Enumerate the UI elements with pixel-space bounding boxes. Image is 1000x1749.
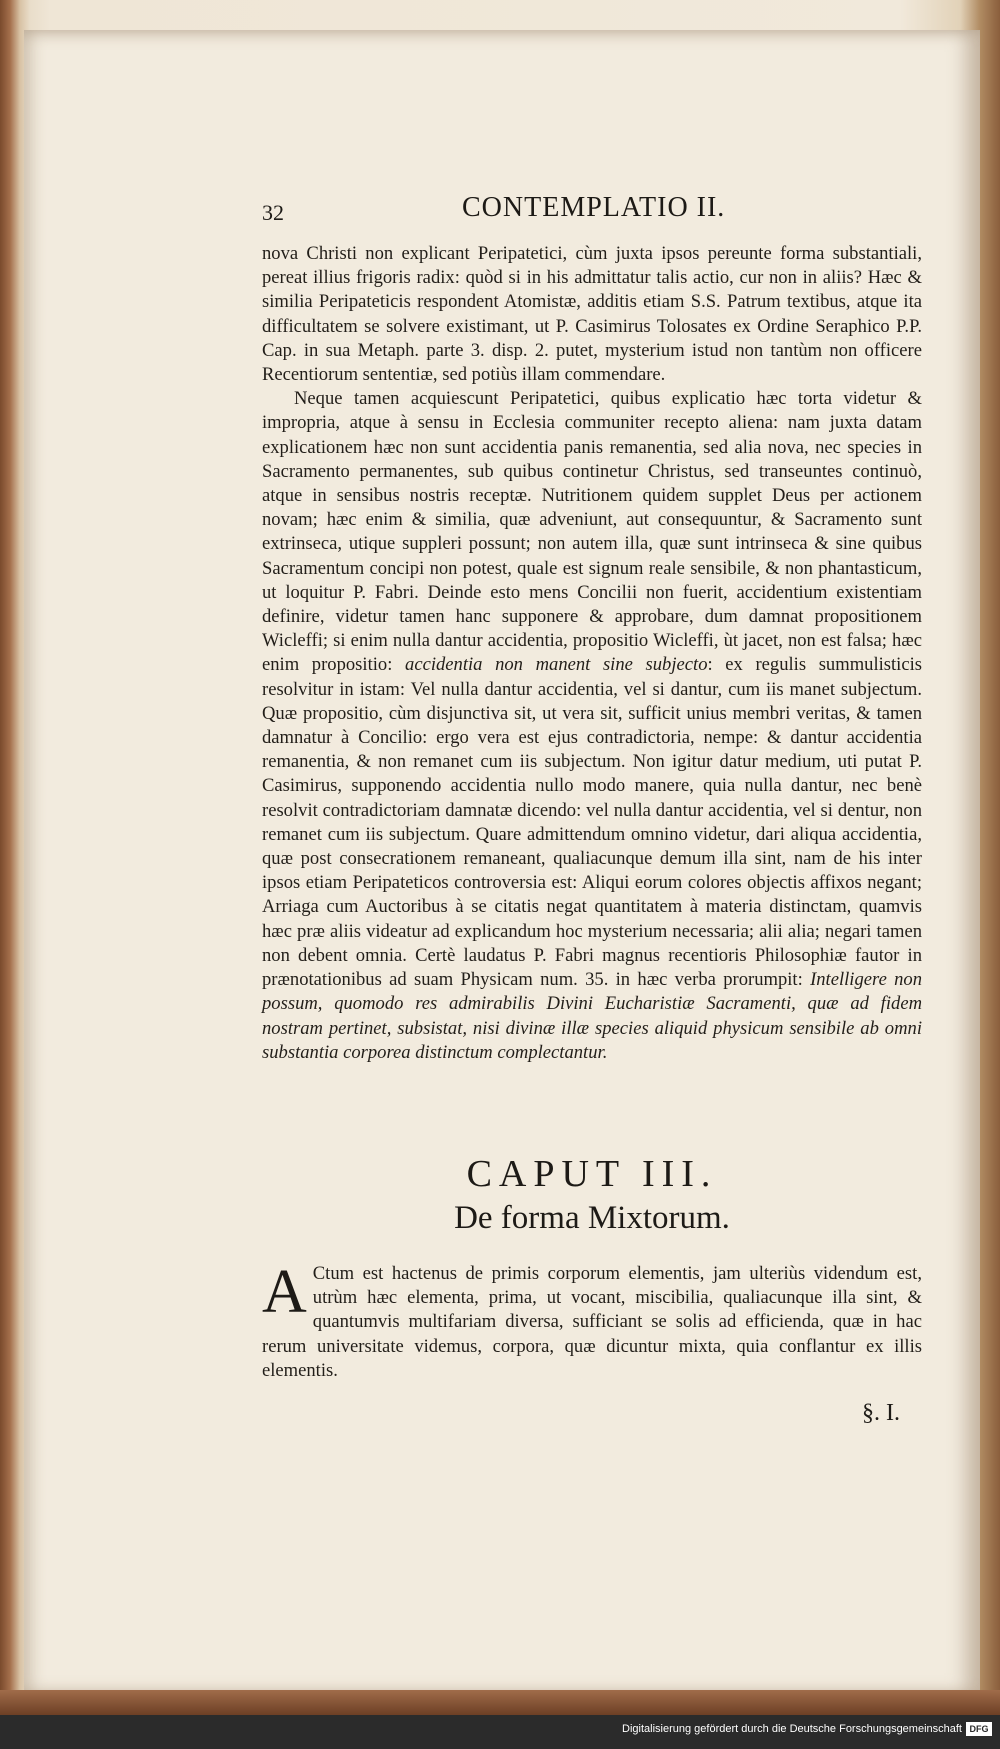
- drop-cap: A: [262, 1258, 307, 1326]
- running-title: CONTEMPLATIO II.: [462, 192, 726, 223]
- page-header: [262, 192, 922, 232]
- footer-bar: [0, 1715, 1000, 1749]
- footer-credit: Digitalisierung gefördert durch die Deutsche Forschungsgemeinschaft: [622, 1723, 962, 1735]
- page-number: 32: [262, 200, 284, 225]
- chapter-title: CAPUT III.: [466, 1153, 718, 1195]
- chapter-intro: [262, 1258, 922, 1383]
- paragraph-2-cont: ex regulis summulisticis resolvitur in istam: Vel nulla dantur accidentia, vel si dantur, cum iis manet subjectum. Quæ propositio, cùm disjunctiva sit, ut vera sit, sufficit unius membri veritas, & tamen damnatur à Concilio: ergo vera est ejus contradictoria, nempe: & dantur accidentia remanentia, & non remanet cum iis subjectum. Non igitur datur medium, uti putat P. Casimirus, supponendo accidentia nullo modo manere, quia nulla dantur, nec benè resolvit contradictoriam damnatæ dicendo: vel nulla dantur accidentia, vel si dentur, non remanet cum iis subjectum. Quare admittendum omnino videtur, dari aliqua accidentia, quæ post consecrationem remaneant, qualiacunque demum illa sint, nam de his inter ipsos etiam Peripateticos controversia est: Aliqui eorum colores objectis affixos negant; Arriaga cum Auctoribus à se citatis negat quantitatem à materia distinctam, quamvis hæc præ aliis videatur ad explicandum hoc mysterium necessaria; alii alia; negari tamen non debent omnia. Certè laudatus P. Fabri magnus recentioris Philosophiæ fautor in prænotationibus ad suam Physicam num. 35. in hæc verba prorumpit:: [262, 654, 923, 991]
- italic-quote-1: accidentia non manent sine subjecto: [405, 654, 708, 676]
- paragraph-1: nova Christi non explicant Peripatetici, cùm juxta ipsos pereunte forma substantiali, pereat illius frigoris radix: quòd si in his admittatur talis actio, cur non in aliis? Hæc & similia Peripateticis respondent Atomistæ, additis etiam S.S. Patrum textibus, atque ita difficultatem se solvere existimant, ut P. Casimirus Tolosates ex Ordine Seraphico P.P. Cap. in sua Metaph. parte 3. disp. 2. putet, mysterium istud non tantùm non officere Recentiorum sententiæ, sed potiùs illam commendare.: [262, 243, 922, 386]
- paragraph-2-text: Neque tamen acquiescunt Peripatetici, quibus explicatio hæc torta videtur & impropria, atque à sensu in Ecclesia communiter recepto aliena: nam juxta datam explicationem hæc non sunt accidentia panis remanentia, sed alia nova, nec species in Sacramento permanentes, sub quibus continetur Christus, sed transeuntes continuò, atque in sensibus nostris receptæ. Nutritionem quidem supplet Deus per actionem novam; hæc enim & similia, quæ adveniunt, aut consequuntur, & Sacramento sunt extrinseca, utique suppleri possunt; non autem illa, quæ sunt intrinseca & sine quibus Sacramentum concipi non potest, quale est signum reale sensibile, & non phantasticum, ut loquitur P. Fabri. Deinde esto mens Concilii non fuerit, accidentium existentiam definire, videtur tamen hanc supponere & approbare, dum damnat propositionem Wicleffi; si enim nulla dantur accidentia, propositio Wicleffi, ùt jacet, non est falsa; hæc enim propositio:: [262, 388, 922, 676]
- chapter-intro-text: Ctum est hactenus de primis corporum elementis, jam ulteriùs videndum est, utrùm hæc elementa, prima, ut vocant, miscibilia, qualiacunque illa sint, & quantumvis multifariam diversa, sufficiant se solis ad efficienda, quæ in hac rerum universitate videmus, corpora, quæ dicuntur mixta, quia conflantur ex illis elementis.: [262, 1263, 922, 1381]
- dfg-logo-icon: DFG: [966, 1722, 992, 1736]
- paragraph-2: Neque tamen acquiescunt Peripatetici, quibus explicatio hæc torta videtur & impropria, atque à sensu in Ecclesia communiter recepto aliena: nam juxta datam explicationem hæc non sunt accidentia panis remanentia, sed alia nova, nec species in Sacramento permanentes, sub quibus continetur Christus, sed transeuntes continuò, atque in sensibus nostris receptæ. Nutritionem quidem supplet Deus per actionem novam; hæc enim & similia, quæ adveniunt, aut consequuntur, & Sacramento sunt extrinseca, utique suppleri possunt; non autem illa, quæ sunt intrinseca & sine quibus Sacramentum concipi non potest, quale est signum reale sensibile, & non phantasticum, ut loquitur P. Fabri. Deinde esto mens Concilii non fuerit, accidentium existentiam definire, videtur tamen hanc supponere & approbare, dum damnat propositionem Wicleffi; si enim nulla dantur accidentia, propositio Wicleffi, ùt jacet, non est falsa; hæc enim propositio: accidentia non manent sine subjecto: ex regulis summulisticis resolvitur in istam: Vel nulla dantur accidentia, vel si dantur, cum iis manet subjectum. Quæ propositio, cùm disjunctiva sit, ut vera sit, sufficit unius membri veritas, & tamen damnatur à Concilio: ergo vera est ejus contradictoria, nempe: & dantur accidentia remanentia, & non remanet cum iis subjectum. Non igitur datur medium, uti putat P. Casimirus, supponendo accidentia nullo modo manere, quia nulla dantur, nec benè resolvit contradictoriam damnatæ dicendo: vel nulla dantur accidentia, vel si dentur, non remanet cum iis subjectum. Quare admittendum omnino videtur, dari aliqua accidentia, quæ post consecrationem remaneant, qualiacunque demum illa sint, nam de his inter ipsos etiam Peripateticos controversia est: Aliqui eorum colores objectis affixos negant; Arriaga cum Auctoribus à se citatis negat quantitatem à materia distinctam, quamvis hæc præ aliis videatur ad explicandum hoc mysterium necessaria; alii alia; negari tamen non debent omnia. Certè laudatus P. Fabri magnus recentioris Philosophiæ fautor in prænotationibus ad suam Physicam num. 35. in hæc verba prorumpit: Intelligere non possum, quomodo res admirabilis Divini Eucharistiæ Sacramenti, quæ ad fidem nostram pertinet, subsistat, nisi divinæ illæ species aliquid physicum sensibile ab omni substantia corporea distinctum complectantur.: [262, 388, 923, 1063]
- italic-quote-2: Intelligere non possum, quomodo res admirabilis Divini Eucharistiæ Sacramenti, quæ ad fidem nostram pertinet, subsistat, nisi divinæ illæ species aliquid physicum sensibile ab omni substantia corporea distinctum complectantur.: [262, 969, 922, 1063]
- chapter-subtitle: De forma Mixtorum.: [454, 1200, 730, 1236]
- book-bottom-edge: [0, 1690, 1000, 1715]
- catchword: §. I.: [862, 1400, 900, 1426]
- body-text: [262, 242, 922, 1065]
